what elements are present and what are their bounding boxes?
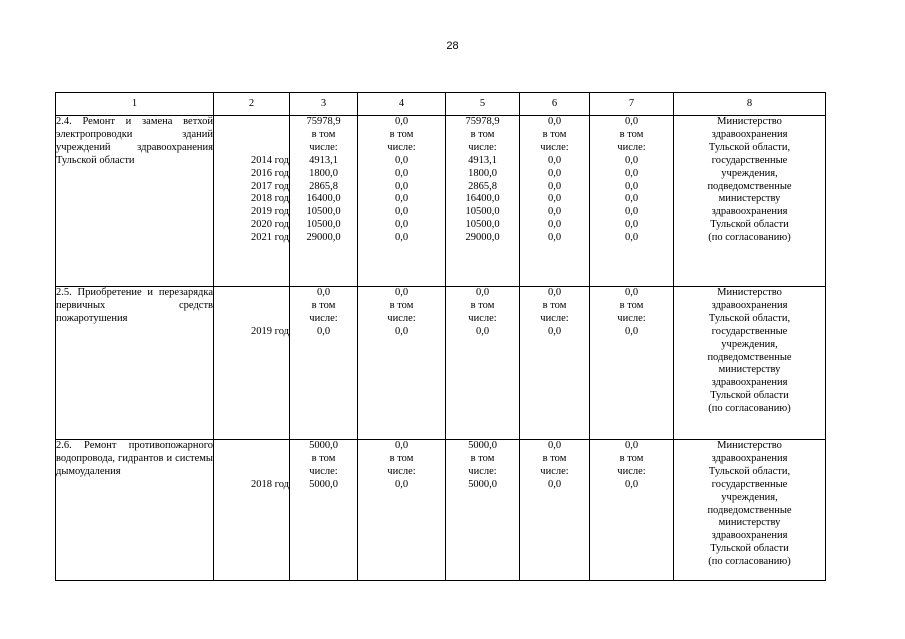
funding-value-line: в том (542, 299, 567, 311)
column-header-3: 3 (290, 93, 358, 116)
executor-line: (по согласованию) (708, 232, 791, 244)
funding-value-line: числе: (617, 141, 646, 153)
funding-value-line: 0,0 (547, 232, 562, 244)
executor-line: Министерство (717, 116, 782, 127)
funding-value-line: 0,0 (394, 116, 409, 127)
funding-value-line: 0,0 (394, 287, 409, 298)
funding-value-line: в том (311, 452, 336, 464)
funding-value-line: в том (619, 299, 644, 311)
column-header-4: 4 (358, 93, 446, 116)
executor-line: здравоохранения (711, 206, 788, 218)
funding-value-line: 0,0 (624, 116, 639, 127)
funding-value-line: 0,0 (624, 180, 639, 192)
funding-value-line: в том (389, 299, 414, 311)
executor-line: (по согласованию) (708, 556, 791, 568)
executor-line: Тульской области (710, 219, 789, 231)
executor-line: Министерство (717, 440, 782, 451)
executor-line: Тульской области (710, 390, 789, 402)
executor-line: (по согласованию) (708, 403, 791, 415)
funding-value-line: 0,0 (547, 116, 562, 127)
funding-cell-3 (290, 116, 358, 287)
funding-value-line: 10500,0 (465, 206, 500, 218)
funding-value-line: 29000,0 (465, 232, 500, 244)
executor-line: министерству (718, 193, 781, 205)
funding-cell-5 (446, 440, 520, 581)
funding-cell-3 (290, 287, 358, 440)
executor-line: подведомственные (707, 351, 792, 363)
funding-value-line: числе: (468, 141, 497, 153)
funding-value-line: 75978,9 (465, 116, 500, 127)
funding-value-line: в том (542, 128, 567, 140)
funding-cell-6 (520, 440, 590, 581)
funding-value-line: 16400,0 (465, 193, 500, 205)
funding-value-line: в том (311, 128, 336, 140)
page-number: 28 (446, 40, 459, 52)
executor-line: государственные (711, 478, 788, 490)
year-line: 2019 год (251, 206, 289, 218)
measure-name: 2.4. Ремонт и замена ветхой электропроводки зданий учреждений здравоохранения Тульской области (56, 116, 213, 166)
funding-cell-7 (590, 440, 674, 581)
funding-value-line: 0,0 (394, 478, 409, 490)
executor-line: министерству (718, 517, 781, 529)
table-row (56, 116, 826, 287)
column-header-2: 2 (214, 93, 290, 116)
funding-cell-3 (290, 440, 358, 581)
years-cell (214, 440, 290, 581)
executor-line: здравоохранения (711, 299, 788, 311)
funding-value-line: 4913,1 (468, 154, 497, 166)
funding-value-line: в том (389, 452, 414, 464)
funding-value-line: 0,0 (624, 325, 639, 337)
funding-value-line: 0,0 (624, 287, 639, 298)
funding-value-line: 2865,8 (468, 180, 497, 192)
funding-value-line: числе: (309, 141, 338, 153)
table-row (56, 287, 826, 440)
years-cell (214, 116, 290, 287)
funding-value-line: 0,0 (394, 193, 409, 205)
year-line: 2016 год (251, 167, 289, 179)
funding-value-line: 10500,0 (465, 219, 500, 231)
funding-value-line: 0,0 (624, 440, 639, 451)
executor-cell (674, 116, 826, 287)
measure-name: 2.5. Приобретение и перезарядка первичных средств пожаротушения (56, 287, 213, 324)
funding-value-line: 0,0 (547, 325, 562, 337)
column-header-1: 1 (56, 93, 214, 116)
funding-value-line: числе: (617, 465, 646, 477)
funding-value-line: 0,0 (624, 206, 639, 218)
funding-value-line: числе: (387, 312, 416, 324)
funding-value-line: 0,0 (394, 154, 409, 166)
funding-cell-4 (358, 440, 446, 581)
funding-value-line: 0,0 (547, 167, 562, 179)
executor-line: министерству (718, 364, 781, 376)
year-line: 2020 год (251, 219, 289, 231)
funding-value-line: 0,0 (394, 219, 409, 231)
funding-value-line: 5000,0 (309, 478, 338, 490)
funding-value-line: 1800,0 (468, 167, 497, 179)
column-header-6: 6 (520, 93, 590, 116)
funding-value-line: 2865,8 (309, 180, 338, 192)
funding-value-line: 0,0 (547, 440, 562, 451)
funding-value-line: 0,0 (547, 287, 562, 298)
funding-value-line: 0,0 (394, 206, 409, 218)
executor-line: здравоохранения (711, 377, 788, 389)
executor-line: подведомственные (707, 180, 792, 192)
funding-cell-7 (590, 116, 674, 287)
year-line: 2014 год (251, 154, 289, 166)
funding-cell-7 (590, 287, 674, 440)
column-number-row (56, 93, 826, 116)
funding-value-line: 0,0 (475, 287, 490, 298)
funding-cell-6 (520, 116, 590, 287)
executor-line: учреждения, (721, 338, 778, 350)
funding-value-line: числе: (309, 312, 338, 324)
funding-value-line: в том (619, 128, 644, 140)
funding-value-line: в том (389, 128, 414, 140)
measure-name-cell (56, 440, 214, 581)
executor-line: здравоохранения (711, 530, 788, 542)
funding-value-line: 0,0 (624, 219, 639, 231)
funding-value-line: 0,0 (624, 167, 639, 179)
funding-value-line: 0,0 (624, 478, 639, 490)
funding-value-line: 0,0 (394, 440, 409, 451)
funding-value-line: числе: (468, 465, 497, 477)
funding-value-line: 0,0 (624, 232, 639, 244)
funding-value-line: в том (470, 128, 495, 140)
funding-value-line: в том (619, 452, 644, 464)
measure-name: 2.6. Ремонт противопожарного водопровода, гидрантов и системы дымоудаления (56, 440, 213, 477)
table-row (56, 440, 826, 581)
year-line: 2018 год (251, 193, 289, 205)
funding-cell-5 (446, 116, 520, 287)
funding-value-line: 0,0 (547, 478, 562, 490)
funding-cell-4 (358, 116, 446, 287)
column-header-8: 8 (674, 93, 826, 116)
executor-cell (674, 287, 826, 440)
executor-line: учреждения, (721, 167, 778, 179)
funding-cell-5 (446, 287, 520, 440)
funding-value-line: в том (470, 299, 495, 311)
funding-value-line: числе: (387, 465, 416, 477)
funding-value-line: 0,0 (394, 325, 409, 337)
years-cell (214, 287, 290, 440)
measures-table (55, 92, 826, 581)
funding-value-line: 0,0 (624, 154, 639, 166)
funding-value-line: 10500,0 (306, 206, 341, 218)
year-line: 2021 год (251, 232, 289, 244)
funding-value-line: числе: (540, 141, 569, 153)
funding-value-line: 4913,1 (309, 154, 338, 166)
executor-line: Тульской области, (708, 312, 791, 324)
funding-value-line: в том (311, 299, 336, 311)
funding-value-line: в том (470, 452, 495, 464)
funding-value-line: 0,0 (547, 219, 562, 231)
funding-value-line: 0,0 (547, 154, 562, 166)
year-line: 2019 год (251, 325, 289, 337)
funding-value-line: 0,0 (316, 287, 331, 298)
measure-name-cell (56, 116, 214, 287)
funding-value-line: 0,0 (394, 167, 409, 179)
funding-cell-6 (520, 287, 590, 440)
executor-line: государственные (711, 154, 788, 166)
funding-value-line: 5000,0 (309, 440, 338, 451)
executor-line: Министерство (717, 287, 782, 298)
executor-cell (674, 440, 826, 581)
executor-line: Тульской области, (708, 141, 791, 153)
funding-value-line: числе: (540, 312, 569, 324)
measure-name-cell (56, 287, 214, 440)
funding-value-line: 29000,0 (306, 232, 341, 244)
year-line: 2018 год (251, 478, 289, 490)
executor-line: Тульской области (710, 543, 789, 555)
funding-value-line: числе: (387, 141, 416, 153)
funding-value-line: 0,0 (547, 180, 562, 192)
funding-value-line: 5000,0 (468, 478, 497, 490)
funding-value-line: 1800,0 (309, 167, 338, 179)
funding-value-line: 0,0 (316, 325, 331, 337)
funding-value-line: 16400,0 (306, 193, 341, 205)
executor-line: государственные (711, 325, 788, 337)
column-header-7: 7 (590, 93, 674, 116)
funding-value-line: 0,0 (475, 325, 490, 337)
executor-line: здравоохранения (711, 128, 788, 140)
executor-line: подведомственные (707, 504, 792, 516)
funding-value-line: числе: (540, 465, 569, 477)
funding-value-line: 0,0 (624, 193, 639, 205)
executor-line: учреждения, (721, 491, 778, 503)
funding-value-line: 75978,9 (306, 116, 341, 127)
funding-value-line: числе: (468, 312, 497, 324)
funding-cell-4 (358, 287, 446, 440)
funding-value-line: 10500,0 (306, 219, 341, 231)
funding-value-line: числе: (617, 312, 646, 324)
funding-value-line: 5000,0 (468, 440, 497, 451)
year-line: 2017 год (251, 180, 289, 192)
funding-value-line: 0,0 (547, 206, 562, 218)
funding-value-line: 0,0 (547, 193, 562, 205)
funding-value-line: числе: (309, 465, 338, 477)
funding-value-line: 0,0 (394, 180, 409, 192)
executor-line: здравоохранения (711, 452, 788, 464)
funding-value-line: в том (542, 452, 567, 464)
funding-value-line: 0,0 (394, 232, 409, 244)
executor-line: Тульской области, (708, 465, 791, 477)
column-header-5: 5 (446, 93, 520, 116)
